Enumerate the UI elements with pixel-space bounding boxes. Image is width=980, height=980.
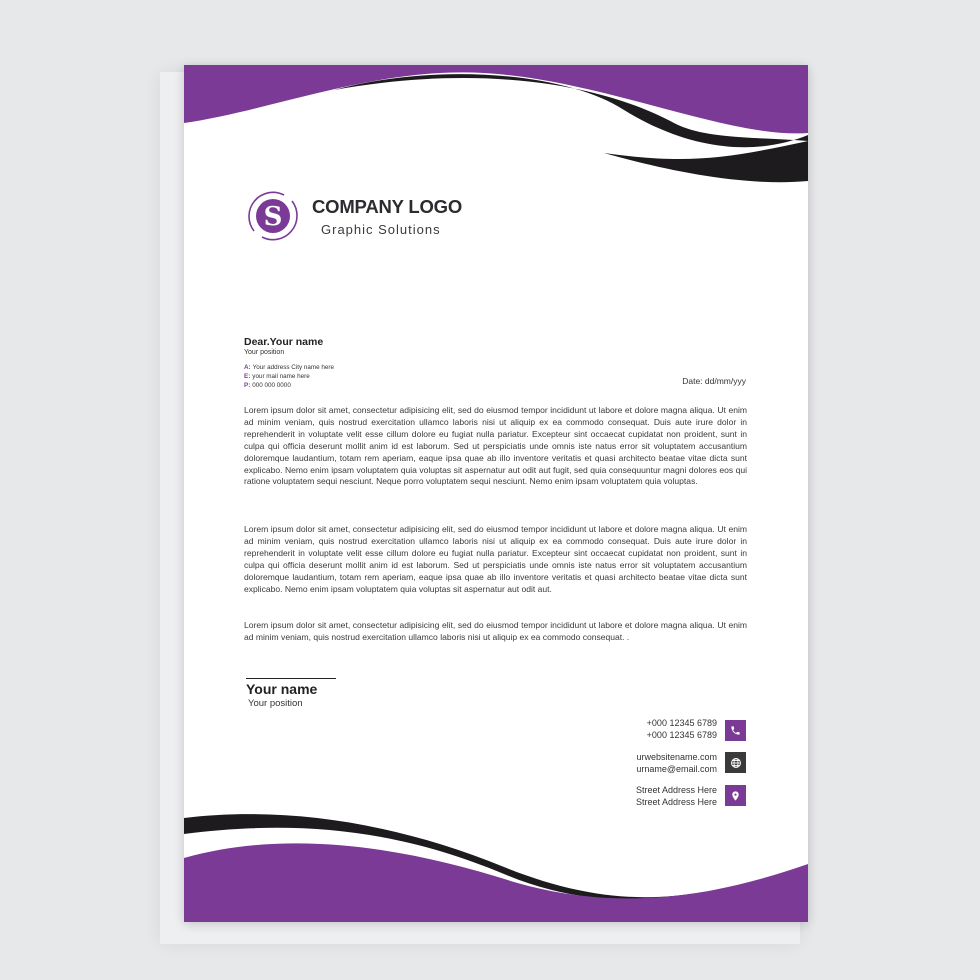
footer-street: Street Address Here [635,785,717,795]
phone-prefix: P: [244,382,251,389]
signature-line [246,678,336,679]
recipient-email: your mail name here [252,373,310,380]
body-paragraph: Lorem ipsum dolor sit amet, consectetur adipisicing elit, sed do eiusmod tempor incididunt ut labore et dolore magna aliqua. Ut enim ad minim veniam, quis nostrud exercitation ullamco laboris nisi ut aliquip ex ea commodo consequat. . [244,620,747,642]
footer-street: Street Address Here [635,797,717,807]
address-prefix: A: [244,364,251,371]
footer-website: urwebsitename.com [636,752,717,762]
logo-letter: S [263,202,283,232]
company-logo-icon [244,187,302,245]
recipient-position: Your position [244,349,285,356]
footer-web [636,751,717,775]
recipient-phone-line [244,381,334,390]
phone-icon [725,720,746,741]
email-prefix: E: [244,373,251,380]
footer-address [636,784,717,808]
footer-phones [647,717,717,741]
body-paragraph: Lorem ipsum dolor sit amet, consectetur adipisicing elit, sed do eiusmod tempor incididunt ut labore et dolore magna aliqua. Ut enim ad minim veniam, quis nostrud exercitation ullamco laboris nisi ut aliquip ex ea commodo consequat. Duis aute irure dolor in reprehenderit in voluptate velit esse cillum dolore eu fugiat nulla pariatur. Excepteur sint occaecat cupidatat non proident, sunt in culpa qui officia deserunt mollit anim id est laborum. Sed ut perspiciatis unde omnis iste natus error sit voluptatem accusantium doloremque laudantium, totam rem aperiam, eaque ipsa quae ab illo inventore veritatis et quasi architecto beatae vitae dicta sunt explicabo. Nemo enim ipsam voluptatem quia voluptas sit aspernatur aut odit aut. [244,524,747,594]
footer-email: urname@email.com [636,764,717,774]
footer-phone: +000 12345 6789 [646,730,717,740]
letter-date: Date: dd/mm/yyy [682,376,746,386]
location-pin-icon [725,785,746,806]
signature-position: Your position [248,698,303,709]
recipient-phone: 000 000 0000 [252,382,291,389]
recipient-address-line [244,363,334,372]
body-paragraph: Lorem ipsum dolor sit amet, consectetur adipisicing elit, sed do eiusmod tempor incididunt ut labore et dolore magna aliqua. Ut enim ad minim veniam, quis nostrud exercitation ullamco laboris nisi ut aliquip ex ea commodo consequat. Duis aute irure dolor in reprehenderit in voluptate velit esse cillum dolore eu fugiat nulla pariatur. Excepteur sint occaecat cupidatat non proident, sunt in culpa qui officia deserunt mollit anim id est laborum. Sed ut perspiciatis unde omnis iste natus error sit voluptatem accusantium doloremque laudantium, totam rem aperiam, eaque ipsa quae ab illo inventore veritatis et quasi architecto beatae vitae dicta sunt explicabo. Nemo enim ipsam voluptatem quia voluptas sit aspernatur aut odit aut fugit, sed quia consequuntur magni dolores eos qui ratione voluptatem sequi nesciunt. Neque porro voluptatem sequi nesciunt. Nemo enim ipsam voluptatem quia voluptas. [244,405,747,487]
company-tagline: Graphic Solutions [321,222,441,237]
company-name: COMPANY LOGO [312,196,463,217]
globe-icon [725,752,746,773]
recipient-email-line [244,372,334,381]
letterhead-page [184,65,808,922]
footer-phone: +000 12345 6789 [646,718,717,728]
recipient-address: Your address City name here [252,364,334,371]
recipient-contact [244,363,334,390]
signature-name: Your name [246,681,318,697]
recipient-name: Dear.Your name [244,336,324,348]
footer-wave [184,812,808,922]
